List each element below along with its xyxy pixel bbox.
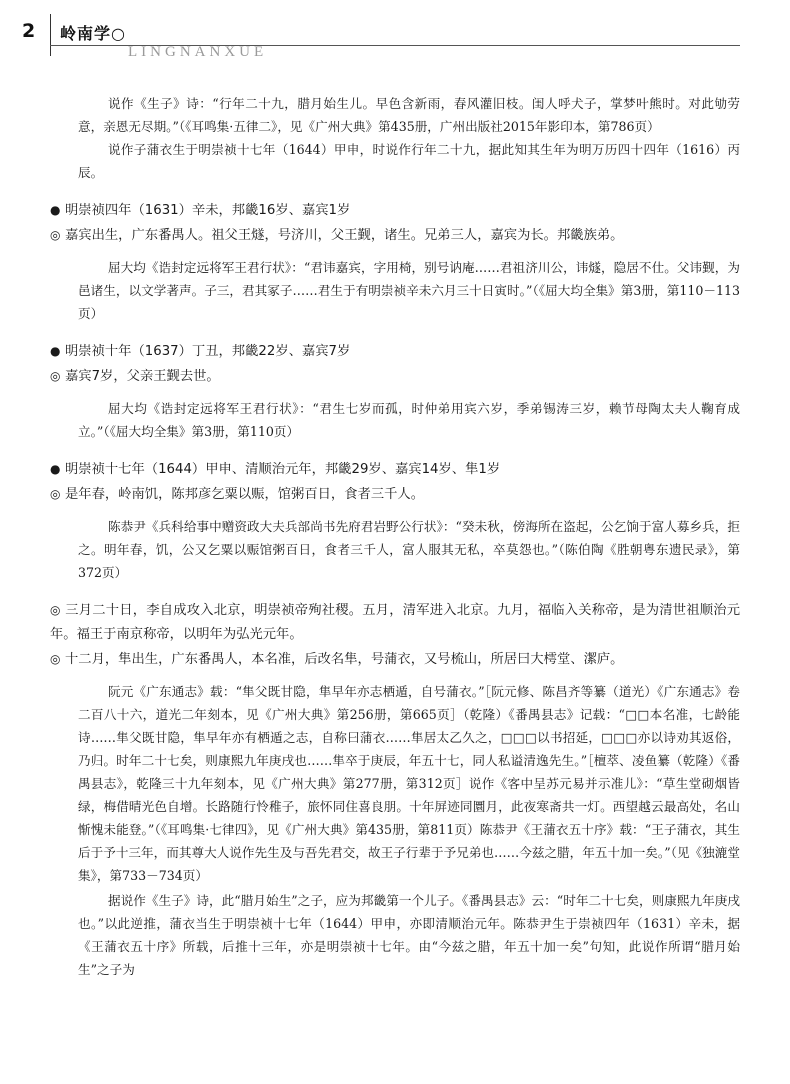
event-entry-text: 是年春，岭南饥，陈邦彦乞粟以赈，馆粥百日，食者三千人。 <box>65 487 425 502</box>
journal-title-cn: 岭南学○ <box>60 24 126 43</box>
header-divider-vertical <box>50 14 51 56</box>
quote-block: 屈大均《诰封定远将军王君行状》：“君讳嘉宾，字用椅，别号讷庵……君祖济川公，讳燧，隐居不仕。父讳觐，为邑诸生，以文学著声。子三，君其冢子……君生于有明崇祯辛未六月三十日寅时。”（《屈大均全集》第3册，第110－113页） <box>78 260 740 321</box>
event-entry <box>50 647 740 672</box>
event-circle-icon: ◎ <box>50 487 61 501</box>
year-entry-text: 明崇祯四年（1631）辛未，邦畿16岁、嘉宾1岁 <box>65 203 351 218</box>
event-entry <box>50 598 740 647</box>
year-entry <box>50 457 740 482</box>
commentary-block: 说作子蒲衣生于明崇祯十七年（1644）甲申，时说作行年二十九，据此知其生年为明万历四十四年（1616）丙辰。 <box>78 142 740 180</box>
commentary-block: 据说作《生子》诗，此“腊月始生”之子，应为邦畿第一个儿子。《番禺县志》云：“时年二十七矣，则康熙九年庚戌也。”以此逆推，蒲衣当生于明崇祯十七年（1644）甲申，亦即清顺治元年。陈恭尹生于崇祯四年（1631）辛未，据《王蒲衣五十序》所载，后推十三年，亦是明崇祯十七年。由“今兹之腊，年五十加一矣”句知，此说作所谓“腊月始生”之子为 <box>78 893 740 977</box>
page-number: 2 <box>22 20 36 42</box>
quote-block: 说作《生子》诗：“行年二十九，腊月始生儿。早色含新雨，春风灌旧枝。闺人呼犬子，掌梦叶熊时。对此劬劳意，亲恩无尽期。”（《耳鸣集·五律二》，见《广州大典》第435册，广州出版社2015年影印本，第786页） <box>78 96 740 134</box>
event-circle-icon: ◎ <box>50 603 61 617</box>
event-entry-text: 三月二十日，李自成攻入北京，明崇祯帝殉社稷。五月，清军进入北京。九月，福临入关称帝，是为清世祖顺治元年。福王于南京称帝，以明年为弘光元年。 <box>50 603 740 642</box>
bullet-icon: ● <box>50 462 61 476</box>
quote-block: 屈大均《诰封定远将军王君行状》：“君生七岁而孤，时仲弟用宾六岁，季弟锡涛三岁，赖节母陶太夫人鞠育成立。”（《屈大均全集》第3册，第110页） <box>78 401 740 439</box>
bullet-icon: ● <box>50 344 61 358</box>
quote-block: 阮元《广东通志》载：“隼父既甘隐，隼早年亦志栖遁，自号蒲衣。”［阮元修、陈昌齐等纂（道光）《广东通志》卷二百八十六，道光二年刻本，见《广州大典》第256册，第665页］（乾隆）《番禺县志》记载：“□□本名准，七龄能诗……隼父既甘隐，隼早年亦有栖遁之志，自称曰蒲衣……隼居太乙久之，□□□以书招延，□□□亦以诗劝其返俗，乃归。时年二十七矣，则康熙九年庚戌也……隼卒于庚辰，年五十七，同人私谥清逸先生。”［檀萃、凌鱼纂（乾隆）《番禺县志》，乾隆三十九年刻本，见《广州大典》第277册，第312页］说作《客中呈苏元易并示准儿》：“草生堂砌烟皆绿，梅借晴光色自增。长路随行怜稚子，旅怀同住喜良朋。十年屏迹同圜月，此夜寒斋共一灯。西望越云最高处，名山惭愧未能登。”（《耳鸣集·七律四》，见《广州大典》第435册，第811页）陈恭尹《王蒲衣五十序》载：“王子蒲衣，其生后于予十三年，而其尊大人说作先生及与吾先君交，故王子行辈于予兄弟也……今兹之腊，年五十加一矣。”（见《独漉堂集》，第733－734页） <box>78 684 740 883</box>
year-entry-text: 明崇祯十七年（1644）甲申、清顺治元年，邦畿29岁、嘉宾14岁、隼1岁 <box>65 462 501 477</box>
event-entry-text: 嘉宾出生，广东番禺人。祖父王燧，号济川，父王觐，诸生。兄弟三人，嘉宾为长。邦畿族弟。 <box>65 228 624 243</box>
event-entry-text: 十二月，隼出生，广东番禺人，本名准，后改名隼，号蒲衣，又号梳山，所居曰大樗堂、潔庐。 <box>65 652 624 667</box>
year-entry <box>50 339 740 364</box>
event-circle-icon: ◎ <box>50 228 61 242</box>
event-circle-icon: ◎ <box>50 652 61 666</box>
quote-block: 陈恭尹《兵科给事中赠资政大夫兵部尚书先府君岩野公行状》：“癸未秋，傍海所在盗起，公乞饷于富人募乡兵，拒之。明年春，饥，公又乞粟以赈馆粥百日，食者三千人，富人服其无私，卒莫怨也。”（陈伯陶《胜朝粤东遗民录》，第372页） <box>78 519 740 580</box>
journal-title-en: LINGNANXUE <box>128 44 268 60</box>
event-entry <box>50 364 740 389</box>
event-entry <box>50 223 740 248</box>
event-entry-text: 嘉宾7岁，父亲王觐去世。 <box>65 369 220 384</box>
year-entry-text: 明崇祯十年（1637）丁丑，邦畿22岁、嘉宾7岁 <box>65 344 351 359</box>
event-circle-icon: ◎ <box>50 369 61 383</box>
page-body <box>50 92 740 981</box>
bullet-icon: ● <box>50 203 61 217</box>
event-entry <box>50 482 740 507</box>
year-entry <box>50 198 740 223</box>
page-header <box>0 0 790 70</box>
